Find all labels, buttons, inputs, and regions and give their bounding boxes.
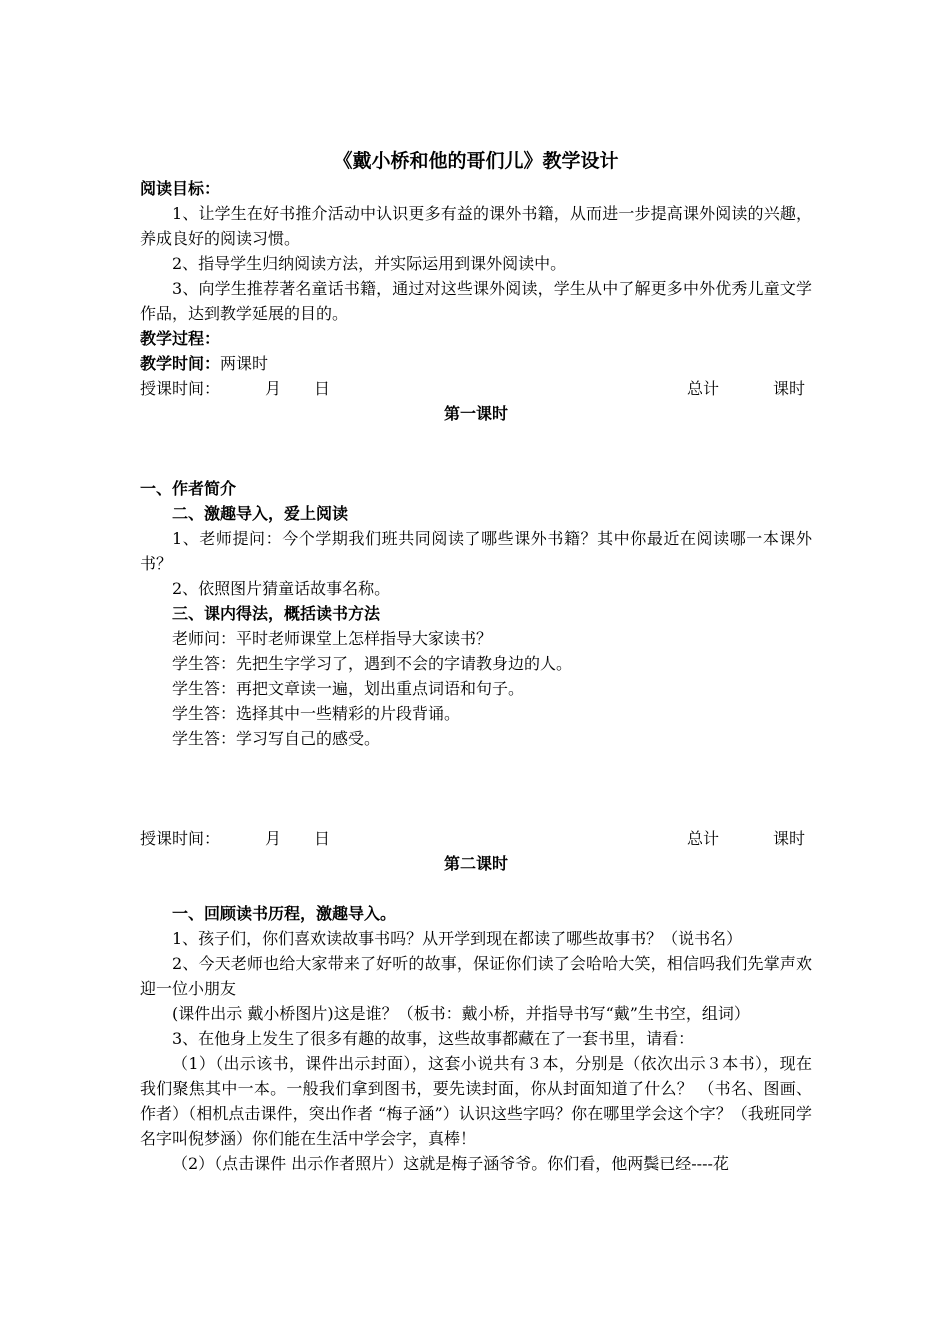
schedule-total: 总计 [687, 829, 720, 848]
schedule-day: 日 [314, 379, 331, 398]
teaching-time-value: 两课时 [220, 354, 269, 373]
teaching-time-label: 教学时间： [140, 354, 221, 373]
lesson1-section-2-item-1: 1、老师提问：今个学期我们班共同阅读了哪些课外书籍？其中你最近在阅读哪一本课外书？ [140, 529, 812, 573]
lesson2-item-5: （1）（出示该书，课件出示封面），这套小说共有３本，分别是（依次出示３本书），现在我们聚焦其中一本。一般我们拿到图书，要先读封面，你从封面知道了什么？ （书名、图画、作者）（相机点击课件，突出作者 “梅子涵”）认识这些字吗？你在哪里学会这个字？（我班同学名字叫倪梦涵）你们能在生活中学会字，真棒！ [140, 1054, 812, 1148]
lesson1-section-2-item-2: 2、依照图片猜童话故事名称。 [172, 579, 391, 598]
schedule-row-1 [140, 376, 812, 401]
lesson1-section-3-item-3: 学生答：再把文章读一遍，划出重点词语和句子。 [172, 679, 525, 698]
schedule-month: 月 [265, 379, 282, 398]
lesson1-section-3-item-4: 学生答：选择其中一些精彩的片段背诵。 [172, 704, 461, 723]
schedule-lesson: 课时 [773, 829, 806, 848]
lesson2-item-1: 1、孩子们，你们喜欢读故事书吗？从开学到现在都读了哪些故事书？（说书名） [172, 929, 743, 948]
lesson1-section-3-item-5: 学生答：学习写自己的感受。 [172, 729, 381, 748]
lesson2-item-6: （2）（点击课件 出示作者照片）这就是梅子涵爷爷。你们看，他两鬓已经----花 [172, 1154, 729, 1173]
schedule-total: 总计 [687, 379, 720, 398]
spacer [140, 751, 812, 826]
spacer [140, 876, 812, 901]
document-title: 《戴小桥和他的哥们儿》教学设计 [333, 150, 619, 172]
lesson2-section-1: 一、回顾读书历程，激趣导入。 [172, 904, 397, 923]
lesson1-section-2: 二、激趣导入，爱上阅读 [172, 504, 349, 523]
schedule-lesson: 课时 [773, 379, 806, 398]
lesson1-heading: 第一课时 [443, 404, 508, 423]
reading-goal-2: 2、指导学生归纳阅读方法，并实际运用到课外阅读中。 [172, 254, 567, 273]
lesson1-section-1: 一、作者简介 [140, 479, 237, 498]
lesson2-item-2: 2、今天老师也给大家带来了好听的故事，保证你们读了会哈哈大笑，相信吗我们先掌声欢迎一位小朋友 [140, 954, 812, 998]
process-heading: 教学过程： [140, 329, 221, 348]
reading-goal-3: 3、向学生推荐著名童话书籍，通过对这些课外阅读，学生从中了解更多中外优秀儿童文学作品，达到教学延展的目的。 [140, 279, 812, 323]
reading-goal-1: 1、让学生在好书推介活动中认识更多有益的课外书籍，从而进一步提高课外阅读的兴趣，养成良好的阅读习惯。 [140, 204, 812, 248]
schedule-label: 授课时间： [140, 379, 221, 398]
lesson2-item-4: 3、在他身上发生了很多有趣的故事，这些故事都藏在了一套书里，请看： [172, 1029, 695, 1048]
lesson2-item-3: (课件出示 戴小桥图片)这是谁？（板书：戴小桥，并指导书写“戴”生书空，组词） [172, 1004, 750, 1023]
schedule-row-2 [140, 826, 812, 851]
teaching-time-line [140, 351, 812, 376]
lesson1-section-3-item-1: 老师问：平时老师课堂上怎样指导大家读书？ [172, 629, 493, 648]
schedule-day: 日 [314, 829, 331, 848]
schedule-month: 月 [265, 829, 282, 848]
spacer [140, 426, 812, 476]
lesson1-section-3: 三、课内得法，概括读书方法 [172, 604, 381, 623]
document-page [140, 146, 812, 1176]
schedule-label: 授课时间： [140, 829, 221, 848]
lesson1-section-3-item-2: 学生答：先把生字学习了，遇到不会的字请教身边的人。 [172, 654, 573, 673]
reading-goals-heading: 阅读目标： [140, 179, 221, 198]
lesson2-heading: 第二课时 [443, 854, 508, 873]
